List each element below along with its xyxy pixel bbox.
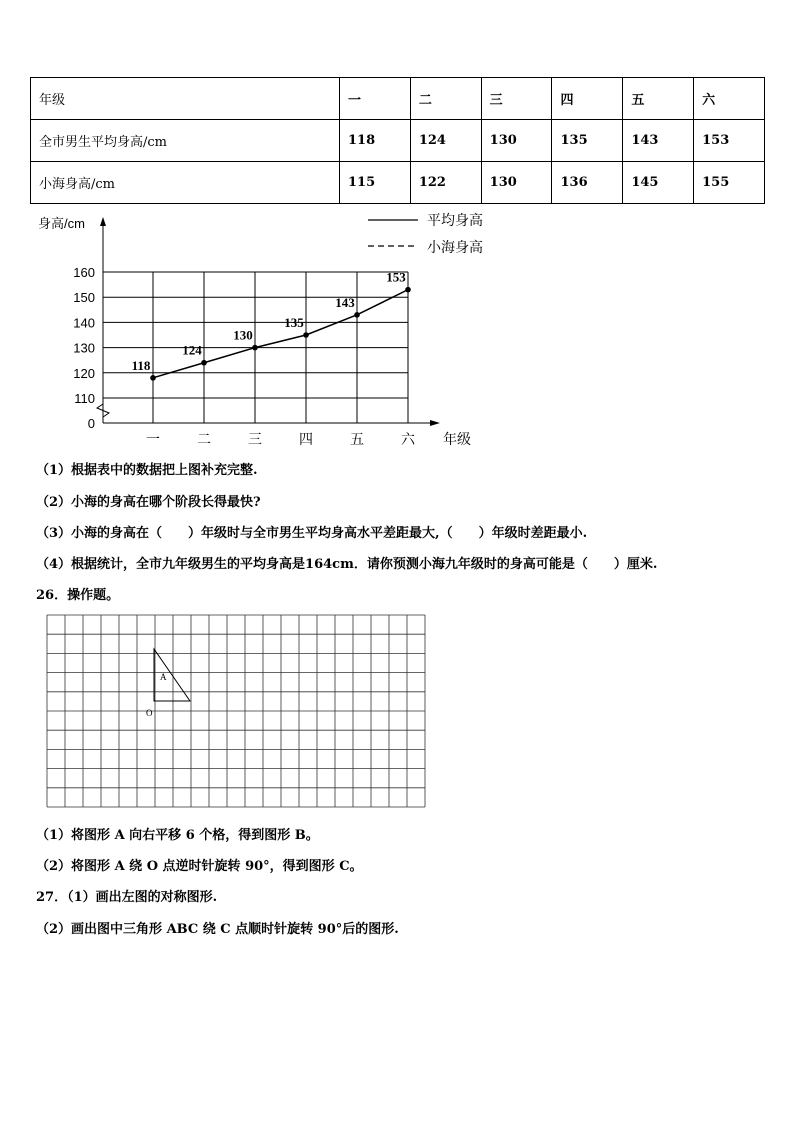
data-label: 124: [182, 342, 202, 358]
q26-title: 26．操作题。: [36, 588, 120, 603]
data-label: 118: [131, 357, 151, 373]
table-cell: 145: [623, 162, 694, 204]
q26-item-2: （2）将图形 A 绕 O 点逆时针旋转 90°，得到图形 C。: [36, 859, 363, 874]
data-point: [405, 287, 411, 293]
data-point: [303, 332, 309, 338]
x-tick-label: 二: [197, 431, 211, 447]
table-cell: 124: [410, 120, 481, 162]
table-row: [31, 120, 765, 162]
x-tick-label: 五: [350, 431, 364, 447]
x-axis-label: 年级: [443, 431, 471, 447]
table-cell: 130: [481, 120, 552, 162]
table-cell: 全市男生平均身高/cm: [31, 120, 340, 162]
x-tick-label: 四: [299, 431, 313, 447]
y-tick-label: 140: [73, 315, 95, 331]
table-cell: 六: [694, 78, 765, 120]
x-tick-label: 六: [401, 431, 415, 447]
data-label: 153: [386, 269, 406, 285]
question-2: （2）小海的身高在哪个阶段长得最快?: [36, 495, 261, 510]
q27-item-1: 27．（1）画出左图的对称图形.: [36, 890, 218, 905]
table-cell: 一: [340, 78, 411, 120]
y-tick-label: 0: [87, 416, 95, 431]
legend-label: 小海身高: [427, 239, 483, 255]
data-point: [354, 312, 360, 318]
data-point: [201, 360, 207, 366]
x-tick-label: 一: [146, 431, 160, 447]
x-tick-label: 三: [248, 431, 262, 447]
table-cell: 136: [552, 162, 623, 204]
height-table: [30, 77, 765, 204]
q27-item-2: （2）画出图中三角形 ABC 绕 C 点顺时针旋转 90°后的图形.: [36, 922, 399, 937]
table-cell: 118: [340, 120, 411, 162]
question-3: （3）小海的身高在（ ）年级时与全市男生平均身高水平差距最大,（ ）年级时差距最小.: [36, 526, 588, 541]
x-axis-arrow: [430, 420, 440, 426]
table-row: [31, 162, 765, 204]
data-point: [252, 345, 258, 351]
y-tick-label: 130: [73, 340, 95, 356]
height-line-chart: [30, 208, 500, 456]
table-cell: 二: [410, 78, 481, 120]
data-label: 130: [233, 327, 253, 343]
table-cell: 四: [552, 78, 623, 120]
y-tick-label: 120: [73, 365, 95, 381]
data-label: 135: [284, 315, 304, 330]
question-1: （1）根据表中的数据把上图补充完整.: [36, 463, 258, 478]
table-cell: 143: [623, 120, 694, 162]
table-cell: 122: [410, 162, 481, 204]
grid-lines: [47, 615, 425, 807]
y-axis-label: 身高/cm: [38, 216, 85, 231]
square-grid: [46, 614, 426, 808]
q26-item-1: （1）将图形 A 向右平移 6 个格，得到图形 B。: [36, 828, 319, 843]
shape-a-label: A: [160, 672, 167, 682]
question-4: （4）根据统计，全市九年级男生的平均身高是164cm．请你预测小海九年级时的身高可能是（ ）厘米.: [36, 557, 658, 572]
y-axis-arrow: [100, 217, 106, 226]
table-cell: 三: [481, 78, 552, 120]
table-cell: 五: [623, 78, 694, 120]
table-cell: 小海身高/cm: [31, 162, 340, 204]
data-label: 143: [335, 294, 355, 310]
table-cell: 155: [694, 162, 765, 204]
legend-label: 平均身高: [427, 212, 483, 228]
table-cell: 135: [552, 120, 623, 162]
data-point: [150, 375, 156, 381]
y-tick-label: 150: [73, 290, 95, 306]
table-cell: 130: [481, 162, 552, 204]
y-tick-label: 160: [73, 265, 95, 280]
y-tick-label: 110: [74, 391, 95, 406]
point-o-label: O: [146, 708, 153, 718]
table-header-row: [31, 78, 765, 120]
series-line: [153, 290, 408, 378]
table-cell: 115: [340, 162, 411, 204]
table-cell: 153: [694, 120, 765, 162]
table-cell: 年级: [31, 78, 340, 120]
